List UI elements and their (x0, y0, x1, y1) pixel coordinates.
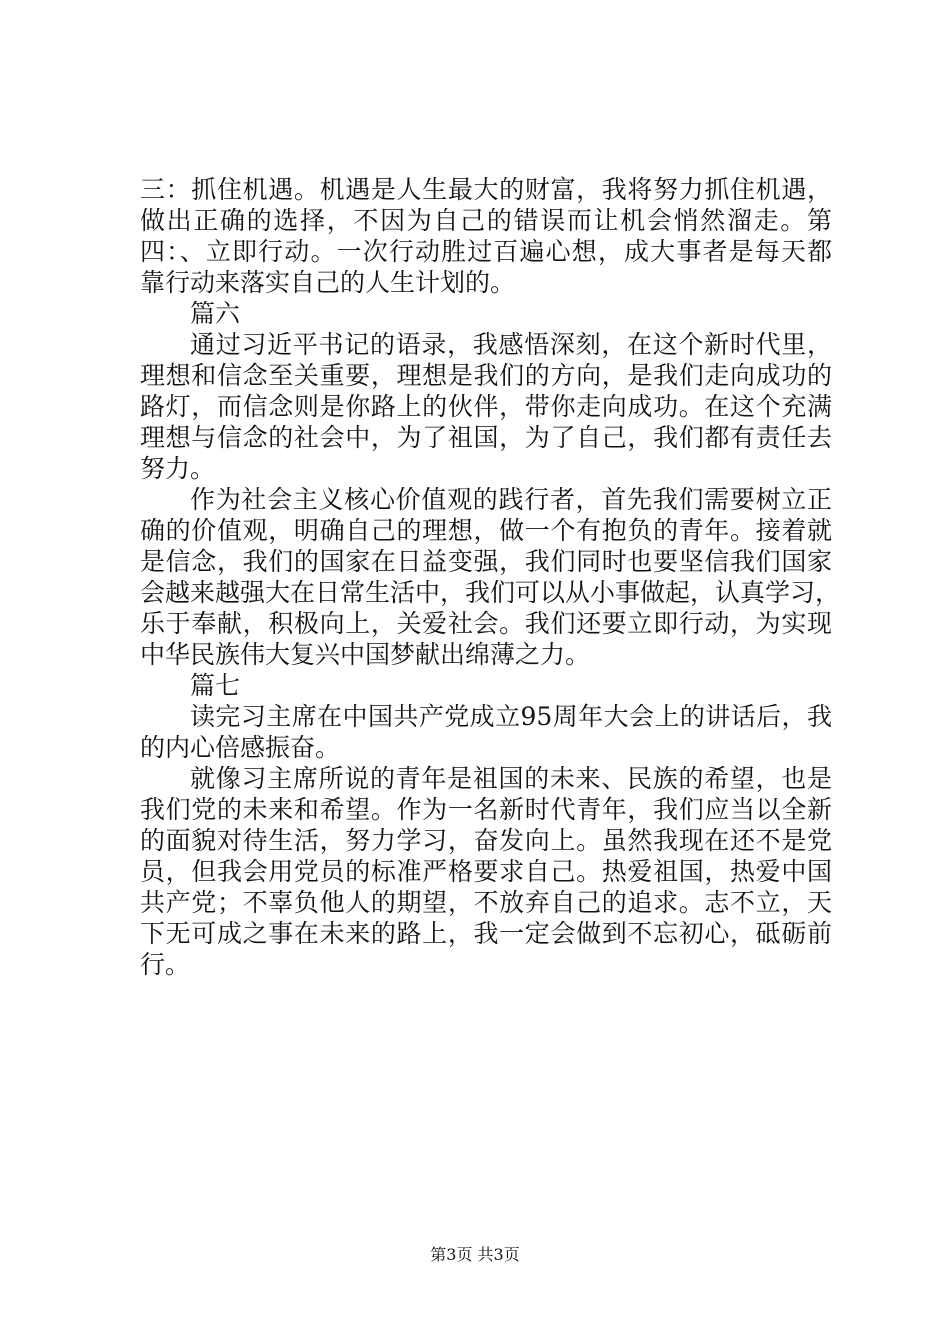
text-line: 四：、立即行动。一次行动胜过百遍心想，成大事者是每天都 (140, 237, 832, 266)
paragraph-first-line: 通过习近平书记的语录，我感悟深刻，在这个新时代里， (190, 330, 832, 359)
text-line: 的内心倍感振奋。 (140, 733, 341, 762)
text-line: 靠行动来落实自己的人生计划的。 (140, 268, 516, 297)
text-line: 努力。 (140, 454, 216, 483)
text-line: 员，但我会用党员的标准严格要求自己。热爱祖国，热爱中国 (140, 857, 832, 886)
text-line: 的面貌对待生活，努力学习，奋发向上。虽然我现在还不是党 (140, 826, 832, 855)
section-heading-7: 篇七 (190, 671, 241, 700)
page-footer: 第3页 共3页 (430, 1245, 520, 1264)
text-line: 共产党；不辜负他人的期望，不放弃自己的追求。志不立，天 (140, 888, 832, 917)
text-line: 理想与信念的社会中，为了祖国，为了自己，我们都有责任去 (140, 423, 832, 452)
text-line: 是信念，我们的国家在日益变强，我们同时也要坚信我们国家 (140, 547, 832, 576)
text-line: 行。 (140, 950, 191, 979)
text-line: 会越来越强大在日常生活中，我们可以从小事做起，认真学习， (140, 578, 841, 607)
paragraph-first-line: 读完习主席在中国共产党成立95周年大会上的讲话后，我 (190, 702, 832, 731)
text-line: 乐于奉献，积极向上，关爱社会。我们还要立即行动，为实现 (140, 609, 832, 638)
text-line: 路灯，而信念则是你路上的伙伴，带你走向成功。在这个充满 (140, 392, 832, 421)
text-line: 我们党的未来和希望。作为一名新时代青年，我们应当以全新 (140, 795, 832, 824)
text-line: 中华民族伟大复兴中国梦献出绵薄之力。 (140, 640, 591, 669)
document-body (140, 174, 841, 980)
text-line: 三：抓住机遇。机遇是人生最大的财富，我将努力抓住机遇， (140, 175, 832, 204)
text-line: 确的价值观，明确自己的理想，做一个有抱负的青年。接着就 (140, 516, 832, 545)
paragraph-first-line: 就像习主席所说的青年是祖国的未来、民族的希望，也是 (190, 764, 832, 793)
section-heading-6: 篇六 (190, 299, 241, 328)
text-line: 理想和信念至关重要，理想是我们的方向，是我们走向成功的 (140, 361, 832, 390)
paragraph-first-line: 作为社会主义核心价值观的践行者，首先我们需要树立正 (190, 485, 832, 514)
text-line: 下无可成之事在未来的路上，我一定会做到不忘初心，砥砺前 (140, 919, 832, 948)
text-line: 做出正确的选择，不因为自己的错误而让机会悄然溜走。第 (140, 206, 832, 235)
